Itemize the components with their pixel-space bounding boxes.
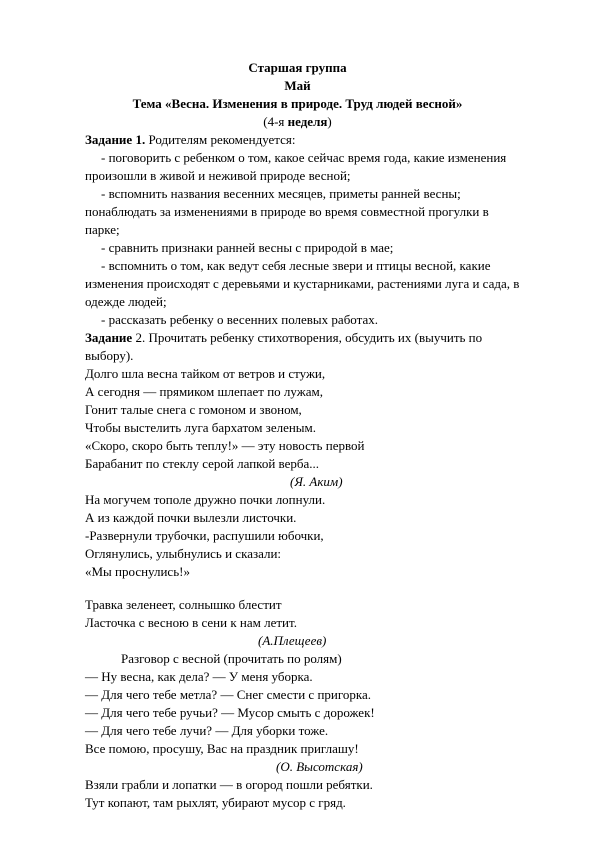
week-open: (4-я <box>263 114 288 129</box>
poem2-line: На могучем тополе дружно почки лопнули. <box>85 492 326 507</box>
task1-line: понаблюдать за изменениями в природе во время совместной прогулки в <box>85 204 489 219</box>
dialogue-line: — Ну весна, как дела? — У меня уборка. <box>85 669 313 684</box>
theme-title: Тема «Весна. Изменения в природе. Труд людей весной» <box>132 96 463 111</box>
task1-label: Задание 1. <box>85 132 146 147</box>
group-title: Старшая группа <box>248 60 347 75</box>
poem3-line: Травка зеленеет, солнышко блестит <box>85 597 282 612</box>
poem1-line: Гонит талые снега с гомоном и звоном, <box>85 402 302 417</box>
poem2-line: Оглянулись, улыбнулись и сказали: <box>85 546 282 561</box>
task1-line: - вспомнить о том, как ведут себя лесные звери и птицы весной, какие <box>101 258 491 273</box>
poem1-line: Долго шла весна тайком от ветров и стужи, <box>85 366 326 381</box>
task1-line: - поговорить с ребенком о том, какое сейчас время года, какие изменения <box>101 150 507 165</box>
dialogue-title: Разговор с весной (прочитать по ролям) <box>121 651 342 666</box>
poem1-author: (Я. Аким) <box>290 474 343 489</box>
task1-line: - рассказать ребенку о весенних полевых работах. <box>101 312 378 327</box>
task1-line: - вспомнить названия весенних месяцев, приметы ранней весны; <box>101 186 461 201</box>
dialogue-line: — Для чего тебе ручьи? — Мусор смыть с дорожек! <box>85 705 375 720</box>
poem3-line: Ласточка с весною в сени к нам летит. <box>85 615 297 630</box>
poem2-line: «Мы проснулись!» <box>85 564 190 579</box>
dialogue-author: (О. Высотская) <box>276 759 363 774</box>
dialogue-line: — Для чего тебе метла? — Снег смести с пригорка. <box>85 687 372 702</box>
dialogue-line: Все помою, просушу, Вас на праздник приглашу! <box>85 741 359 756</box>
poem2-line: А из каждой почки вылезли листочки. <box>85 510 297 525</box>
task1-line: изменения происходят с деревьями и кустарниками, растениями луга и сада, в <box>85 276 520 291</box>
week-label: неделя <box>287 114 328 129</box>
task1-line: произошли в живой и неживой природе весной; <box>85 168 351 183</box>
week-line <box>85 113 510 131</box>
task1-line: парке; <box>85 222 120 237</box>
task1-heading <box>85 131 296 149</box>
task1-intro: Родителям рекомендуется: <box>145 132 296 147</box>
task2-intro: 2. Прочитать ребенку стихотворения, обсудить их (выучить по <box>132 330 483 345</box>
poem1-line: Чтобы выстелить луга бархатом зеленым. <box>85 420 317 435</box>
task1-line: - сравнить признаки ранней весны с природой в мае; <box>101 240 394 255</box>
poem1-line: Барабанит по стеклу серой лапкой верба... <box>85 456 319 471</box>
poem1-line: «Скоро, скоро быть теплу!» — эту новость первой <box>85 438 365 453</box>
poem4-line: Тут копают, там рыхлят, убирают мусор с гряд. <box>85 795 346 810</box>
poem4-line: Взяли грабли и лопатки — в огород пошли ребятки. <box>85 777 373 792</box>
dialogue-line: — Для чего тебе лучи? — Для уборки тоже. <box>85 723 329 738</box>
task2-intro-cont: выбору). <box>85 348 134 363</box>
month-title: Май <box>284 78 311 93</box>
task2-label: Задание <box>85 330 133 345</box>
task2-heading <box>85 329 482 347</box>
poem3-author: (А.Плещеев) <box>258 633 327 648</box>
task1-line: одежде людей; <box>85 294 167 309</box>
poem1-line: А сегодня — прямиком шлепает по лужам, <box>85 384 323 399</box>
poem2-line: -Развернули трубочки, распушили юбочки, <box>85 528 324 543</box>
week-close: ) <box>327 114 332 129</box>
